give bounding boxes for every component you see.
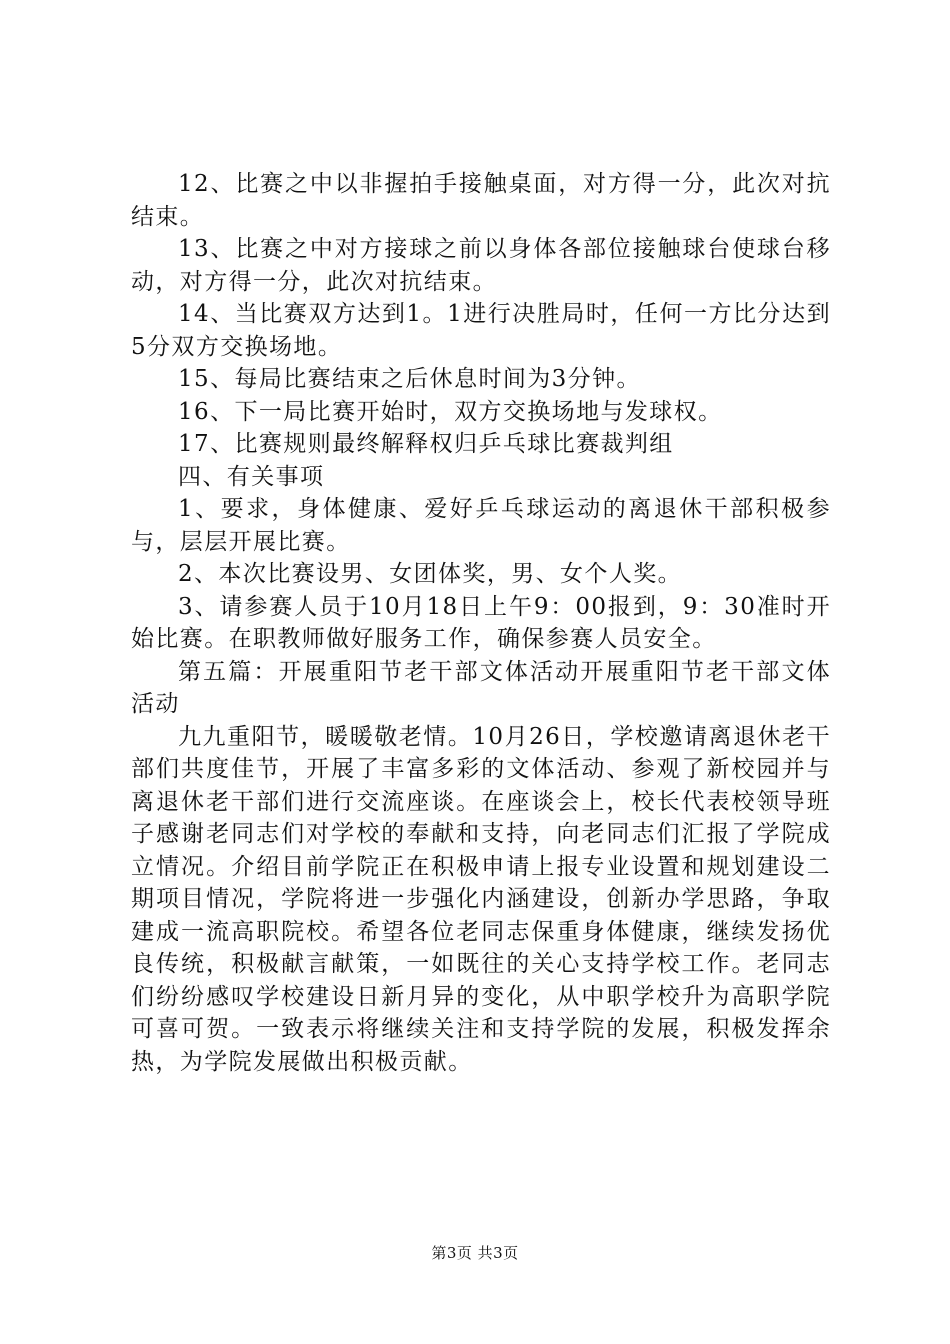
paragraph-rule-13: 13、比赛之中对方接球之前以身体各部位接触球台使球台移动，对方得一分，此次对抗结束。 bbox=[131, 236, 831, 295]
paragraph-rule-16: 16、下一局比赛开始时，双方交换场地与发球权。 bbox=[178, 398, 723, 425]
document-body bbox=[131, 168, 831, 1078]
section-heading-related-matters: 四、有关事项 bbox=[178, 463, 325, 490]
paragraph-rule-14: 14、当比赛双方达到1。1进行决胜局时，任何一方比分达到5分双方交换场地。 bbox=[131, 301, 831, 360]
paragraph-chongyang-activity: 九九重阳节，暖暖敬老情。10月26日，学校邀请离退休老干部们共度佳节，开展了丰富多彩的文体活动、参观了新校园并与离退休老干部们进行交流座谈。在座谈会上，校长代表校领导班子感谢老同志们对学校的奉献和支持，向老同志们汇报了学院成立情况。介绍目前学院正在积极申请上报专业设置和规划建设二期项目情况，学院将进一步强化内涵建设，创新办学思路，争取建成一流高职院校。希望各位老同志保重身体健康，继续发扬优良传统，积极献言献策，一如既往的关心支持学校工作。老同志们纷纷感叹学校建设日新月异的变化，从中职学校升为高职学院可喜可贺。一致表示将继续关注和支持学院的发展，积极发挥余热，为学院发展做出积极贡献。 bbox=[131, 723, 831, 1075]
chapter-heading-part-five: 第五篇：开展重阳节老干部文体活动开展重阳节老干部文体活动 bbox=[131, 658, 831, 717]
paragraph-rule-17: 17、比赛规则最终解释权归乒乓球比赛裁判组 bbox=[178, 431, 674, 457]
paragraph-rule-15: 15、每局比赛结束之后休息时间为3分钟。 bbox=[178, 366, 641, 392]
paragraph-matter-2: 2、本次比赛设男、女团体奖，男、女个人奖。 bbox=[178, 561, 683, 587]
paragraph-matter-1: 1、要求，身体健康、爱好乒乓球运动的离退休干部积极参与，层层开展比赛。 bbox=[131, 496, 831, 555]
page-number-footer: 第3页 共3页 bbox=[431, 1244, 519, 1262]
paragraph-matter-3: 3、请参赛人员于10月18日上午9：00报到，9：30准时开始比赛。在职教师做好服务工作，确保参赛人员安全。 bbox=[131, 593, 831, 652]
paragraph-rule-12: 12、比赛之中以非握拍手接触桌面，对方得一分，此次对抗结束。 bbox=[131, 171, 831, 230]
